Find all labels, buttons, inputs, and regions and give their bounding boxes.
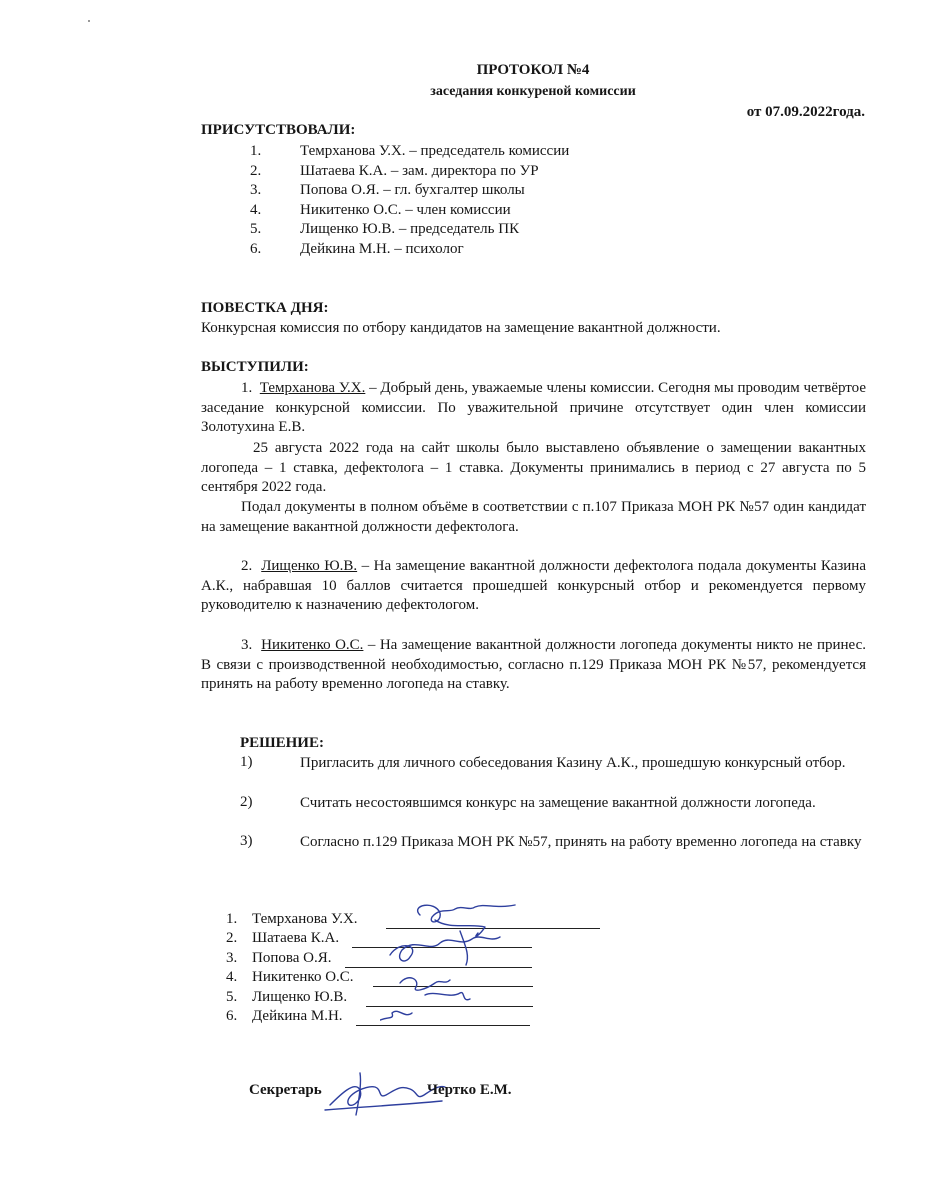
signature-row — [226, 989, 347, 1006]
signer-name: Никитенко О.С. — [252, 969, 354, 985]
speech-number: 1. — [241, 380, 253, 396]
signature-row — [226, 911, 358, 928]
speech-text: – На замещение вакантной должности дефектолога подала документы Казина А.К., набравшая 10 баллов считается прошедшей конкурсный отбор и рекомендуется первому руководителю к назначению дефектологом. — [201, 558, 866, 613]
document-date: от 07.09.2022года. — [746, 104, 865, 120]
speech-number: 3. — [241, 637, 253, 653]
signer-name: Дейкина М.Н. — [252, 1008, 343, 1024]
speech-number: 2. — [241, 558, 253, 574]
decision-item-2: Считать несостоявшимся конкурс на замещение вакантной должности логопеда. — [300, 795, 816, 811]
decision-number: 2) — [240, 794, 253, 810]
list-item-number: 3. — [250, 182, 262, 198]
signer-name: Шатаева К.А. — [252, 930, 340, 946]
speech-text: – Добрый день, уважаемые члены комиссии. Сегодня мы проводим четвёртое заседание конкурсной комиссии. По уважительной причине отсутствует один член комиссии Золотухина Е.В. — [201, 380, 867, 435]
list-item-number: 6. — [250, 241, 262, 257]
list-item-number: 1. — [250, 143, 262, 159]
handwritten-signatures — [380, 895, 540, 1025]
signature-row — [226, 969, 354, 986]
signature-number: 3. — [226, 950, 238, 966]
speech-1 — [201, 379, 866, 438]
list-item-text: Никитенко О.С. – член комиссии — [300, 202, 511, 218]
signer-name: Попова О.Я. — [252, 950, 332, 966]
secretary-label: Секретарь — [249, 1082, 322, 1098]
document-subtitle: заседания конкуреной комиссии — [430, 84, 636, 99]
list-item-text: Шатаева К.А. – зам. директора по УР — [300, 163, 539, 179]
list-item-number: 5. — [250, 221, 262, 237]
speaker-name: Темрханова У.Х. — [259, 380, 366, 396]
scan-speck — [88, 20, 90, 22]
signature-line — [356, 1025, 530, 1026]
list-item-text: Лищенко Ю.В. – председатель ПК — [300, 221, 520, 237]
speech-2 — [201, 557, 866, 616]
signature-row — [226, 930, 339, 947]
agenda-heading: ПОВЕСТКА ДНЯ: — [201, 300, 329, 316]
signature-number: 4. — [226, 969, 238, 985]
signature-number: 2. — [226, 930, 238, 946]
signature-number: 5. — [226, 989, 238, 1005]
speech-1-paragraph-2: 25 августа 2022 года на сайт школы было выставлено объявление о замещении вакантных логопеда – 1 ставка, дефектолога – 1 ставка. Документы принимались в период с 27 августа по 5 сентября 2022 года. — [201, 440, 866, 495]
speech-1-paragraph-3: Подал документы в полном объёме в соответствии с п.107 Приказа МОН РК №57 один кандидат на замещение вакантной должности дефектолога. — [201, 499, 866, 535]
document-title: ПРОТОКОЛ №4 — [476, 62, 590, 78]
decision-item-3: Согласно п.129 Приказа МОН РК №57, принять на работу временно логопеда на ставку — [300, 834, 862, 850]
speakers-heading: ВЫСТУПИЛИ: — [201, 359, 309, 375]
signature-number: 6. — [226, 1008, 238, 1024]
signer-name: Лищенко Ю.В. — [252, 989, 348, 1005]
decision-number: 1) — [240, 754, 253, 770]
list-item-text: Попова О.Я. – гл. бухгалтер школы — [300, 182, 525, 198]
signature-number: 1. — [226, 911, 238, 927]
signature-row — [226, 950, 332, 967]
speech-3 — [201, 636, 866, 695]
list-item-text: Темрханова У.Х. – председатель комиссии — [300, 143, 570, 159]
list-item-number: 4. — [250, 202, 262, 218]
decision-heading: РЕШЕНИЕ: — [240, 735, 324, 751]
list-item-number: 2. — [250, 163, 262, 179]
list-item-text: Дейкина М.Н. – психолог — [300, 241, 464, 257]
present-heading: ПРИСУТСТВОВАЛИ: — [201, 122, 356, 138]
decision-number: 3) — [240, 833, 253, 849]
agenda-text: Конкурсная комиссия по отбору кандидатов на замещение вакантной должности. — [201, 320, 721, 336]
speech-text: – На замещение вакантной должности логопеда документы никто не принес. В связи с производственной необходимостью, согласно п.129 Приказа МОН РК №57, рекомендуется принять на работу временно логопеда на ставку. — [201, 637, 866, 692]
signature-row — [226, 1008, 343, 1025]
decision-item-1: Пригласить для личного собеседования Казину А.К., прошедшую конкурсный отбор. — [300, 755, 846, 771]
secretary-name: Чертко Е.М. — [427, 1082, 512, 1098]
speaker-name: Никитенко О.С. — [261, 637, 364, 653]
signer-name: Темрханова У.Х. — [252, 911, 358, 927]
speaker-name: Лищенко Ю.В. — [261, 558, 358, 574]
